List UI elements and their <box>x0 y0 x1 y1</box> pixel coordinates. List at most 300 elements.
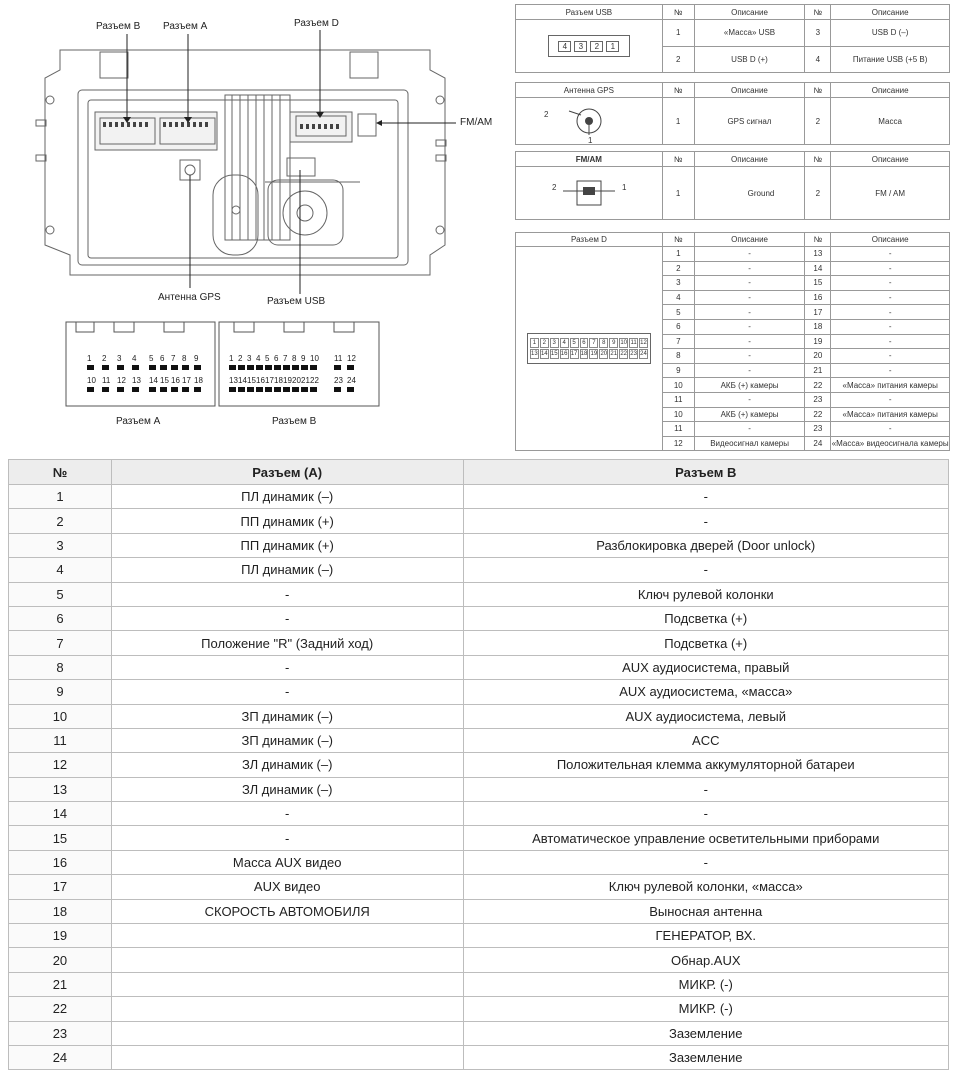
connector-b-pin-number: 13 <box>229 376 238 385</box>
connector-b-function: Автоматическое управление осветительными приборами <box>463 826 948 850</box>
connector-b-pin-contact <box>334 365 341 370</box>
pin-number: 12 <box>9 753 112 777</box>
connector-a-pin-contact <box>149 387 156 392</box>
fm-pin-table <box>515 151 950 220</box>
connector-a-function: ПЛ динамик (–) <box>111 558 463 582</box>
usb-row1-desc2: USB D (–) <box>831 20 950 47</box>
pin-number: 10 <box>9 704 112 728</box>
d-pin-description: - <box>694 305 805 320</box>
connector-b-function: Положительная клемма аккумуляторной батареи <box>463 753 948 777</box>
connector-b-pin-contact <box>229 387 236 392</box>
connector-b-pin-number: 6 <box>274 354 279 363</box>
table-row <box>9 582 949 606</box>
pin-number: 5 <box>9 582 112 606</box>
table-row <box>9 509 949 533</box>
connector-b-function: ACC <box>463 728 948 752</box>
d-pin-table <box>515 232 950 451</box>
table-row <box>9 753 949 777</box>
connector-b-pin-number: 19 <box>283 376 292 385</box>
table-row <box>9 655 949 679</box>
connector-a-pin-number: 10 <box>87 376 96 385</box>
usb-row1-no1: 1 <box>662 20 694 47</box>
connector-b-function: Заземление <box>463 1045 948 1069</box>
d-connector-image <box>516 247 663 451</box>
d-pin-description: - <box>831 305 950 320</box>
connector-ab-outline <box>64 320 382 408</box>
connector-b-pin-number: 12 <box>347 354 356 363</box>
pin-number: 6 <box>9 606 112 630</box>
d-pin-number: 11 <box>662 392 694 407</box>
pin-number: 1 <box>9 485 112 509</box>
d-connector-pin: 11 <box>630 340 637 347</box>
connector-b-function: ГЕНЕРАТОР, ВХ. <box>463 924 948 948</box>
usb-connector-image <box>516 20 663 73</box>
connector-b-pin-number: 21 <box>301 376 310 385</box>
connector-a-pin-number: 6 <box>160 354 165 363</box>
d-pin-description: - <box>694 247 805 262</box>
pin-number: 21 <box>9 972 112 996</box>
connector-a-function: - <box>111 582 463 606</box>
connector-a-function: - <box>111 655 463 679</box>
table-row <box>9 875 949 899</box>
d-pin-number: 20 <box>805 349 831 364</box>
fm-col-desc-1: Описание <box>694 152 805 167</box>
pin-number: 19 <box>9 924 112 948</box>
connector-a-function: СКОРОСТЬ АВТОМОБИЛЯ <box>111 899 463 923</box>
gps-col-desc-2: Описание <box>831 83 950 98</box>
connector-b-pin-number: 8 <box>292 354 297 363</box>
usb-col-no-1: № <box>662 5 694 20</box>
d-pin-number: 3 <box>662 276 694 291</box>
connector-a-function: AUX видео <box>111 875 463 899</box>
connector-a-pin-number: 8 <box>182 354 187 363</box>
d-pin-description: - <box>694 334 805 349</box>
gps-col-desc-1: Описание <box>694 83 805 98</box>
connector-a-pin-contact <box>160 387 167 392</box>
connector-b-pin-number: 17 <box>265 376 274 385</box>
connector-a-pin-contact <box>102 387 109 392</box>
connector-b-pin-number: 5 <box>265 354 270 363</box>
label-gps: Антенна GPS <box>158 292 221 303</box>
connector-a-pin-contact <box>171 365 178 370</box>
pin-number: 9 <box>9 680 112 704</box>
d-pin-number: 10 <box>662 378 694 393</box>
caption-connector-b: Разъем B <box>272 416 317 427</box>
d-connector-pin: 19 <box>590 351 598 358</box>
d-pin-number: 19 <box>805 334 831 349</box>
d-pin-number: 14 <box>805 261 831 276</box>
main-pin-table <box>8 459 949 1070</box>
usb-row2-no2: 4 <box>805 46 831 73</box>
d-connector-pin: 13 <box>531 351 538 358</box>
label-fm-am: FM/AM <box>460 117 493 128</box>
fm-connector-image <box>516 167 663 220</box>
d-pin-description: - <box>831 319 950 334</box>
d-pin-description: - <box>831 349 950 364</box>
connector-a-pin-number: 3 <box>117 354 122 363</box>
connector-b-pin-number: 20 <box>292 376 301 385</box>
connector-a-pin-number: 14 <box>149 376 158 385</box>
table-row <box>9 972 949 996</box>
d-col-desc-2: Описание <box>831 233 950 247</box>
d-pin-number: 15 <box>805 276 831 291</box>
pin-number: 15 <box>9 826 112 850</box>
main-header-connector-b: Разъем B <box>463 460 948 485</box>
usb-pin: 1 <box>606 41 619 52</box>
table-row <box>9 802 949 826</box>
d-connector-pin: 20 <box>600 351 608 358</box>
connector-b-function: МИКР. (-) <box>463 972 948 996</box>
connector-b-pin-contact <box>301 387 308 392</box>
d-pin-description: - <box>694 319 805 334</box>
pin-number: 4 <box>9 558 112 582</box>
connector-b-pin-contact <box>229 365 236 370</box>
d-connector-pin: 16 <box>560 351 568 358</box>
usb-pin: 4 <box>558 41 571 52</box>
usb-col-no-2: № <box>805 5 831 20</box>
connector-a-pin-number: 11 <box>102 376 111 385</box>
connector-b-pin-number: 7 <box>283 354 288 363</box>
d-connector-pin: 4 <box>560 338 569 348</box>
connector-a-function <box>111 1045 463 1069</box>
connector-a-function: - <box>111 606 463 630</box>
gps-row-no1: 1 <box>662 98 694 145</box>
connector-a-pin-contact <box>87 365 94 370</box>
fm-pin-label-1: 1 <box>622 183 627 192</box>
d-connector-pin: 9 <box>609 338 618 348</box>
d-pin-description: - <box>831 261 950 276</box>
connector-b-pin-number: 14 <box>238 376 247 385</box>
d-pin-description: «Масса» видеосигнала камеры <box>831 436 950 451</box>
d-connector-pin: 5 <box>570 338 579 348</box>
connector-b-pin-contact <box>256 387 263 392</box>
d-connector-pin: 22 <box>620 351 627 358</box>
connector-b-function: Выносная антенна <box>463 899 948 923</box>
connector-a-pin-contact <box>117 387 124 392</box>
fm-row-no2: 2 <box>805 167 831 220</box>
connector-a-function: ПЛ динамик (–) <box>111 485 463 509</box>
connector-b-pin-number: 10 <box>310 354 319 363</box>
pin-number: 22 <box>9 997 112 1021</box>
table-row <box>9 948 949 972</box>
connector-b-function: Подсветка (+) <box>463 631 948 655</box>
pin-number: 7 <box>9 631 112 655</box>
d-pin-description: - <box>694 392 805 407</box>
d-pin-description: - <box>694 290 805 305</box>
table-row <box>9 997 949 1021</box>
usb-col-desc-1: Описание <box>694 5 805 20</box>
d-pin-description: - <box>831 247 950 262</box>
d-pin-number: 11 <box>662 422 694 437</box>
connector-a-pin-number: 17 <box>182 376 191 385</box>
pin-number: 14 <box>9 802 112 826</box>
connector-b-pin-number: 2 <box>238 354 243 363</box>
d-connector-pin: 17 <box>570 351 578 358</box>
connector-b-pin-contact <box>292 365 299 370</box>
table-row <box>9 680 949 704</box>
connector-a-pin-number: 15 <box>160 376 169 385</box>
table-row <box>9 704 949 728</box>
connector-b-function: - <box>463 850 948 874</box>
connector-b-function: Обнар.AUX <box>463 948 948 972</box>
d-connector-pin: 12 <box>640 340 647 347</box>
usb-pin-table <box>515 4 950 73</box>
d-pin-description: - <box>694 276 805 291</box>
d-pin-description: - <box>694 363 805 378</box>
usb-row1-desc1: «Масса» USB <box>694 20 805 47</box>
d-connector-pin: 18 <box>580 351 588 358</box>
connector-a-function: ЗП динамик (–) <box>111 728 463 752</box>
gps-row-desc2: Масса <box>831 98 950 145</box>
connector-b-pin-number: 16 <box>256 376 265 385</box>
connector-a-pin-number: 5 <box>149 354 154 363</box>
connector-a-function <box>111 924 463 948</box>
d-connector-pin: 21 <box>610 351 618 358</box>
d-connector-pin: 6 <box>580 338 589 348</box>
d-pin-number: 17 <box>805 305 831 320</box>
connector-b-pin-contact <box>347 365 354 370</box>
connector-b-function: - <box>463 485 948 509</box>
main-header-no: № <box>9 460 112 485</box>
connector-a-pin-contact <box>87 387 94 392</box>
fm-col-no-2: № <box>805 152 831 167</box>
connector-a-pin-number: 16 <box>171 376 180 385</box>
d-pin-description: - <box>831 334 950 349</box>
table-row <box>9 777 949 801</box>
d-pin-number: 13 <box>805 247 831 262</box>
connector-a-function: - <box>111 826 463 850</box>
d-connector-pin: 24 <box>640 351 647 358</box>
usb-row2-no1: 2 <box>662 46 694 73</box>
connector-b-function: МИКР. (-) <box>463 997 948 1021</box>
connector-b-pin-number: 9 <box>301 354 306 363</box>
connector-b-pin-contact <box>310 387 317 392</box>
d-pin-number: 2 <box>662 261 694 276</box>
d-pin-description: - <box>831 392 950 407</box>
head-unit-drawing <box>0 0 512 320</box>
label-connector-a: Разъем A <box>163 21 208 32</box>
fm-table-title: FM/AM <box>516 152 663 167</box>
d-connector-pin: 10 <box>620 340 627 347</box>
table-row <box>9 558 949 582</box>
fm-col-no-1: № <box>662 152 694 167</box>
d-pin-description: АКБ (+) камеры <box>694 378 805 393</box>
pin-number: 18 <box>9 899 112 923</box>
d-pin-number: 21 <box>805 363 831 378</box>
connector-a-function: Положение "R" (Задний ход) <box>111 631 463 655</box>
connector-b-pin-number: 23 <box>334 376 343 385</box>
d-pin-number: 22 <box>805 407 831 422</box>
connector-b-function: Ключ рулевой колонки <box>463 582 948 606</box>
connector-b-pin-number: 1 <box>229 354 234 363</box>
d-connector-pin: 15 <box>550 351 558 358</box>
connector-a-pin-number: 4 <box>132 354 137 363</box>
connector-b-pin-contact <box>292 387 299 392</box>
pin-number: 13 <box>9 777 112 801</box>
d-pin-description: - <box>831 422 950 437</box>
pin-number: 3 <box>9 533 112 557</box>
fm-col-desc-2: Описание <box>831 152 950 167</box>
label-connector-b: Разъем B <box>96 21 141 32</box>
d-pin-number: 23 <box>805 392 831 407</box>
pin-number: 11 <box>9 728 112 752</box>
label-connector-d: Разъем D <box>294 18 339 29</box>
connector-b-function: - <box>463 777 948 801</box>
d-pin-number: 10 <box>662 407 694 422</box>
connector-a-pin-contact <box>160 365 167 370</box>
d-pin-number: 22 <box>805 378 831 393</box>
pin-number: 20 <box>9 948 112 972</box>
connector-a-function: - <box>111 680 463 704</box>
connector-a-pin-contact <box>102 365 109 370</box>
connector-b-pin-contact <box>265 387 272 392</box>
connector-ab-pinout <box>64 320 382 408</box>
d-pin-description: Видеосигнал камеры <box>694 436 805 451</box>
table-row <box>9 533 949 557</box>
connector-b-pin-contact <box>238 387 245 392</box>
connector-b-function: AUX аудиосистема, левый <box>463 704 948 728</box>
d-pin-number: 7 <box>662 334 694 349</box>
d-table-title: Разъем D <box>516 233 663 247</box>
connector-a-pin-number: 18 <box>194 376 203 385</box>
connector-b-pin-contact <box>274 365 281 370</box>
gps-antenna-icon <box>559 101 619 141</box>
connector-a-pin-number: 1 <box>87 354 92 363</box>
connector-b-pin-number: 22 <box>310 376 319 385</box>
connector-a-function: - <box>111 802 463 826</box>
d-pin-number: 23 <box>805 422 831 437</box>
gps-row-no2: 2 <box>805 98 831 145</box>
connector-b-pin-number: 24 <box>347 376 356 385</box>
pin-number: 2 <box>9 509 112 533</box>
connector-b-function: - <box>463 509 948 533</box>
pin-number: 24 <box>9 1045 112 1069</box>
connector-b-pin-contact <box>301 365 308 370</box>
connector-a-pin-contact <box>182 387 189 392</box>
d-pin-number: 4 <box>662 290 694 305</box>
gps-table-title: Антенна GPS <box>516 83 663 98</box>
d-connector-pin: 23 <box>630 351 637 358</box>
fm-pin-label-2: 2 <box>552 183 557 192</box>
d-connector-pin: 14 <box>540 351 548 358</box>
gps-pin-label-2: 2 <box>544 110 549 119</box>
gps-col-no-2: № <box>805 83 831 98</box>
connector-a-pin-contact <box>117 365 124 370</box>
connector-b-pin-contact <box>347 387 354 392</box>
usb-row2-desc1: USB D (+) <box>694 46 805 73</box>
connector-a-function: ЗЛ динамик (–) <box>111 753 463 777</box>
d-pin-number: 6 <box>662 319 694 334</box>
connector-a-function <box>111 1021 463 1045</box>
table-row <box>9 631 949 655</box>
connector-b-pin-contact <box>238 365 245 370</box>
d-pin-number: 8 <box>662 349 694 364</box>
connector-b-function: Ключ рулевой колонки, «масса» <box>463 875 948 899</box>
d-pin-number: 24 <box>805 436 831 451</box>
gps-connector-image <box>516 98 663 145</box>
table-row <box>9 826 949 850</box>
pin-number: 23 <box>9 1021 112 1045</box>
usb-pin: 2 <box>590 41 603 52</box>
usb-col-desc-2: Описание <box>831 5 950 20</box>
usb-row1-no2: 3 <box>805 20 831 47</box>
connector-a-pin-number: 2 <box>102 354 107 363</box>
connector-b-pin-contact <box>247 387 254 392</box>
fm-connector-icon <box>559 173 619 213</box>
fm-row-desc2: FM / AM <box>831 167 950 220</box>
connector-b-pin-number: 3 <box>247 354 252 363</box>
connector-a-function <box>111 972 463 996</box>
connector-b-pin-contact <box>247 365 254 370</box>
connector-b-pin-contact <box>310 365 317 370</box>
usb-row2-desc2: Питание USB (+5 В) <box>831 46 950 73</box>
pin-number: 8 <box>9 655 112 679</box>
main-header-connector-a: Разъем (A) <box>111 460 463 485</box>
connector-a-pin-number: 7 <box>171 354 176 363</box>
d-pin-description: - <box>694 349 805 364</box>
d-col-no-2: № <box>805 233 831 247</box>
table-row <box>9 1021 949 1045</box>
d-connector-pin: 3 <box>550 338 559 348</box>
table-row <box>9 485 949 509</box>
connector-b-pin-number: 15 <box>247 376 256 385</box>
connector-a-function: Масса AUX видео <box>111 850 463 874</box>
connector-a-pin-contact <box>171 387 178 392</box>
connector-a-pin-number: 12 <box>117 376 126 385</box>
caption-connector-a: Разъем A <box>116 416 161 427</box>
d-connector-pin: 1 <box>530 338 539 348</box>
table-row <box>9 850 949 874</box>
connector-a-function <box>111 948 463 972</box>
pin-number: 17 <box>9 875 112 899</box>
d-pin-description: - <box>831 276 950 291</box>
gps-pin-table <box>515 82 950 145</box>
connector-a-pin-number: 13 <box>132 376 141 385</box>
connector-b-pin-contact <box>256 365 263 370</box>
head-unit-diagram <box>0 0 512 320</box>
connector-a-pin-contact <box>132 387 139 392</box>
connector-b-function: Разблокировка дверей (Door unlock) <box>463 533 948 557</box>
usb-table-title: Разъем USB <box>516 5 663 20</box>
d-pin-number: 5 <box>662 305 694 320</box>
connector-b-function: - <box>463 802 948 826</box>
connector-b-function: Заземление <box>463 1021 948 1045</box>
connector-a-function: ПП динамик (+) <box>111 509 463 533</box>
d-pin-description: - <box>694 261 805 276</box>
connector-b-pin-contact <box>283 387 290 392</box>
connector-b-pin-contact <box>334 387 341 392</box>
fm-row-no1: 1 <box>662 167 694 220</box>
d-connector-pin: 8 <box>599 338 608 348</box>
gps-col-no-1: № <box>662 83 694 98</box>
d-pin-number: 12 <box>662 436 694 451</box>
connector-a-function: ЗЛ динамик (–) <box>111 777 463 801</box>
d-pin-description: - <box>831 290 950 305</box>
d-col-no-1: № <box>662 233 694 247</box>
connector-a-pin-contact <box>182 365 189 370</box>
connector-b-pin-contact <box>265 365 272 370</box>
d-connector-pin: 7 <box>589 338 598 348</box>
connector-b-pin-contact <box>274 387 281 392</box>
label-usb: Разъем USB <box>267 296 326 307</box>
d-pin-description: - <box>694 422 805 437</box>
d-pin-number: 9 <box>662 363 694 378</box>
table-row <box>9 1045 949 1069</box>
table-row <box>9 899 949 923</box>
connector-b-function: - <box>463 558 948 582</box>
connector-b-function: AUX аудиосистема, правый <box>463 655 948 679</box>
table-row <box>9 728 949 752</box>
